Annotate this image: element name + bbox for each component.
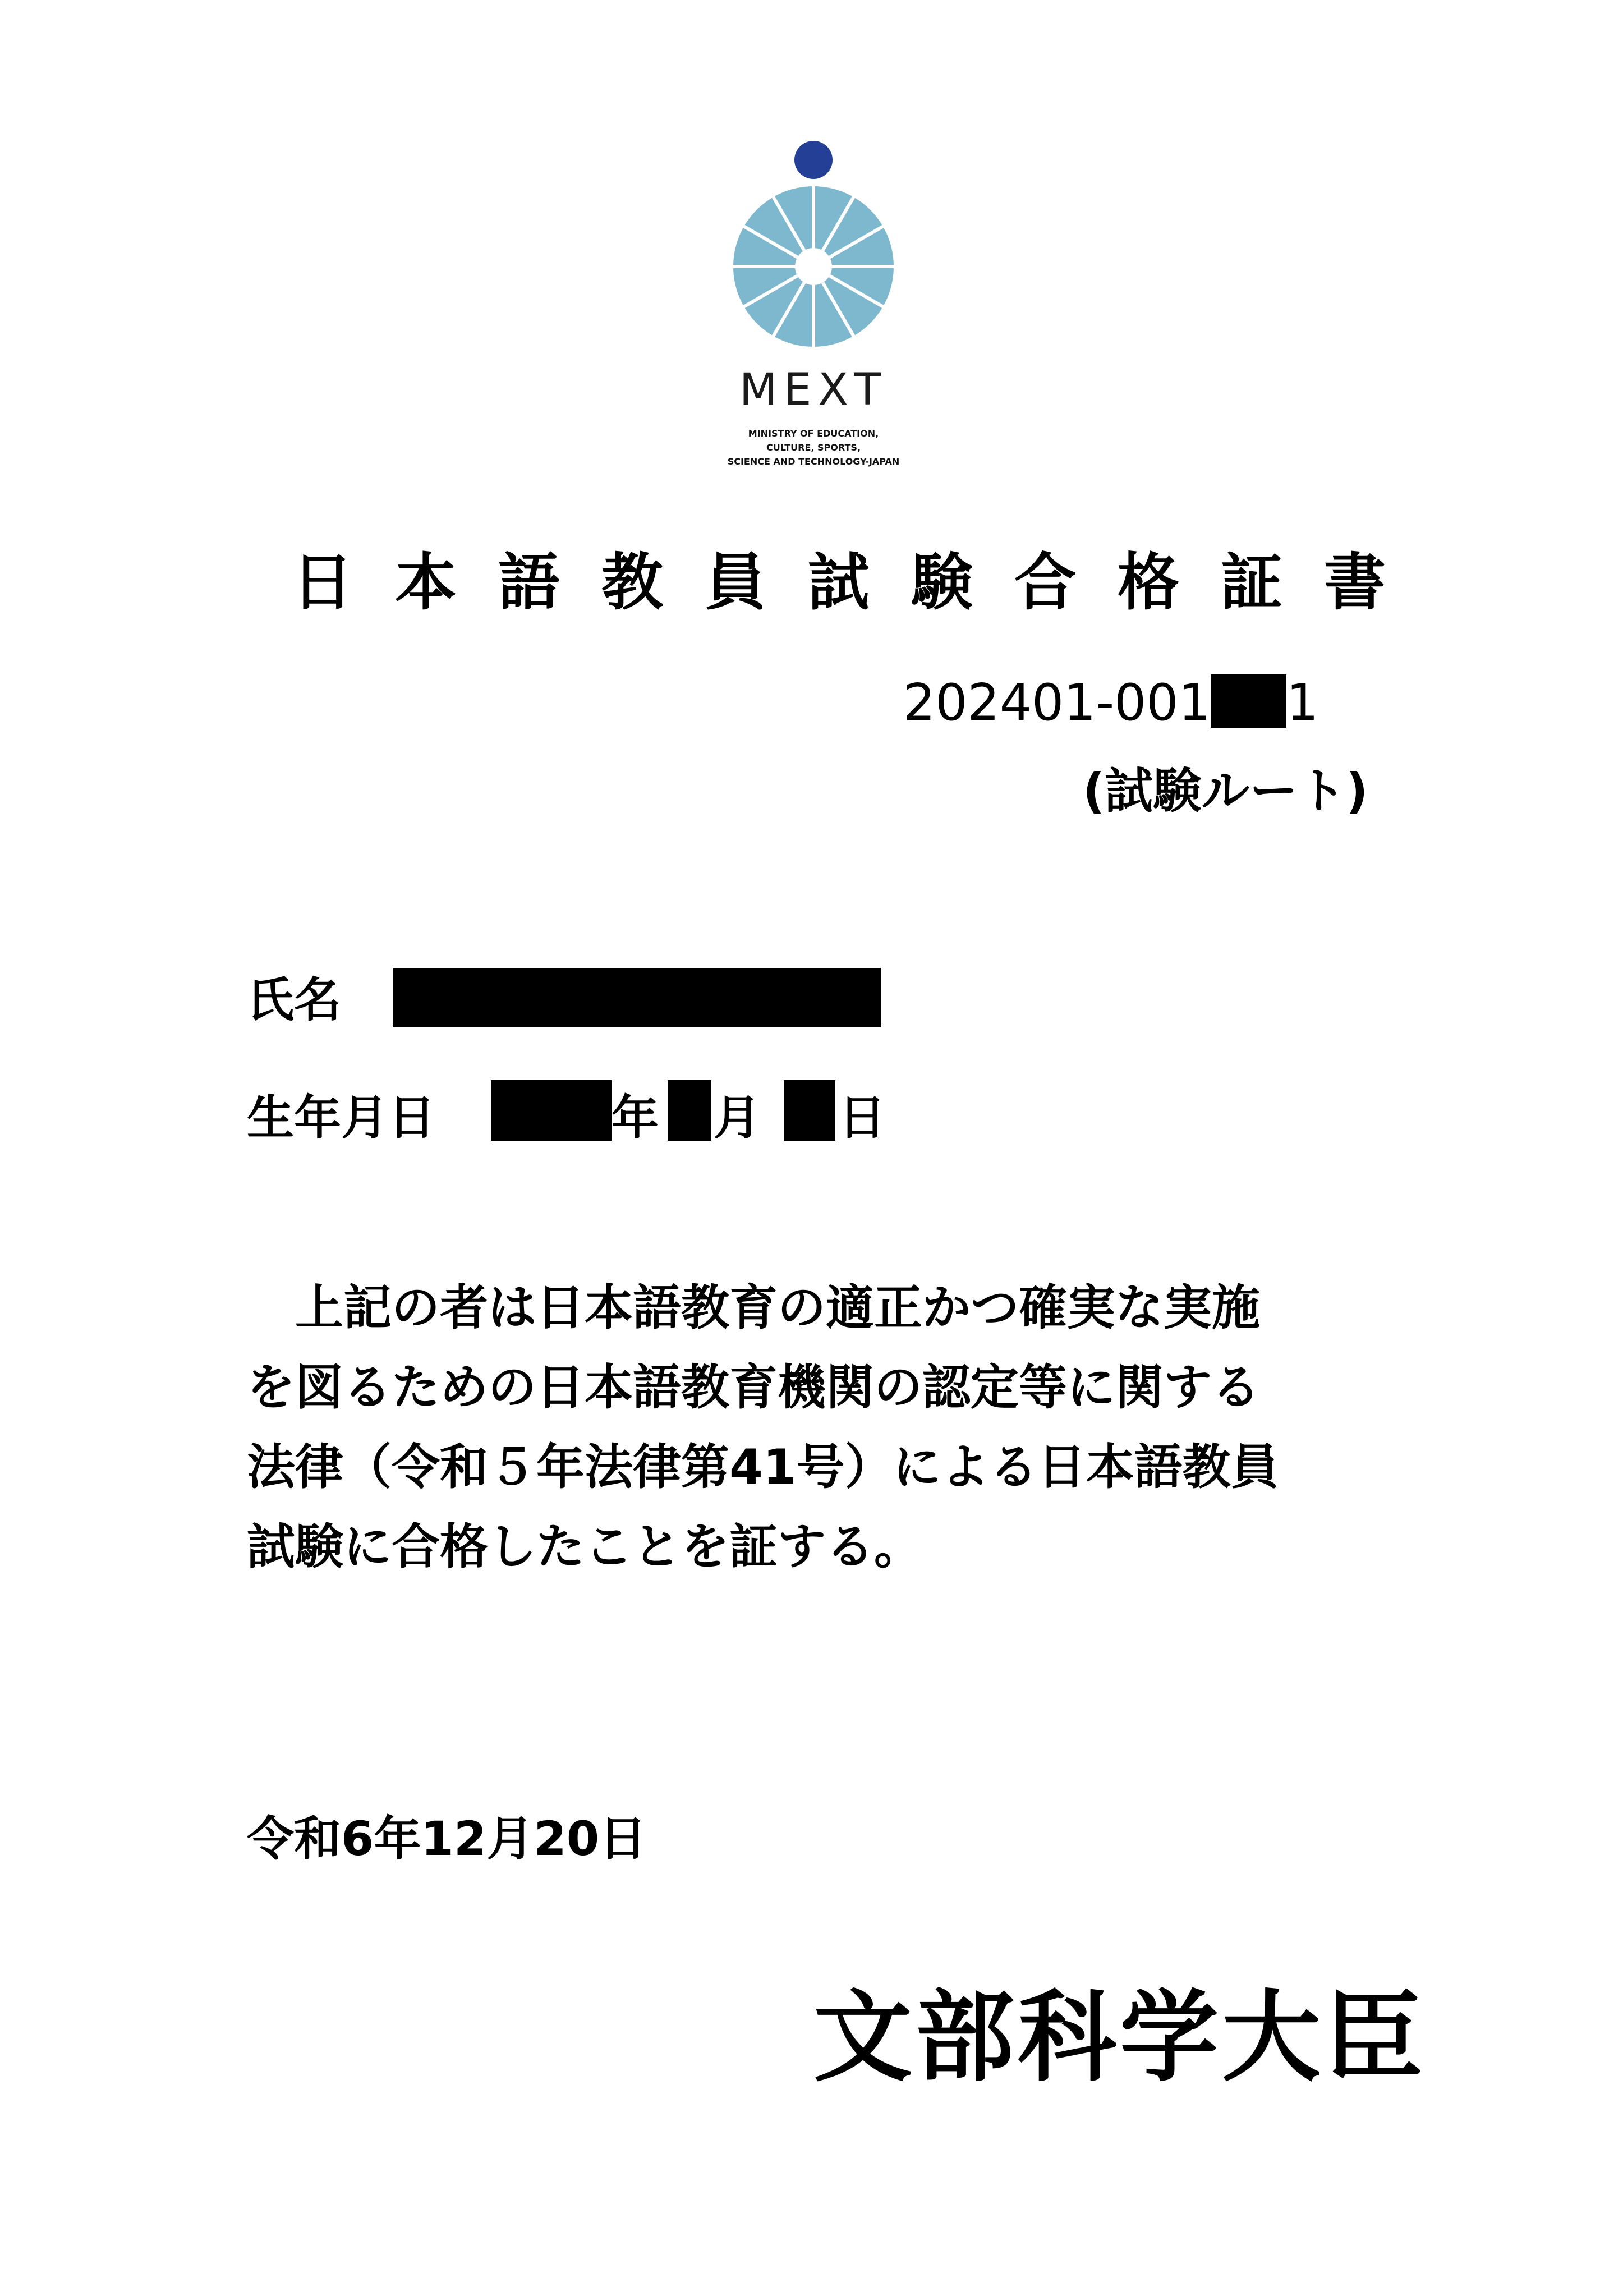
dob-day-redaction-box: [784, 1080, 835, 1141]
emblem-center-hole: [795, 248, 832, 285]
name-label: 氏名: [247, 972, 342, 1027]
dob-year-unit: 年: [612, 1090, 659, 1145]
body-line: 上記の者は日本語教育の適正かつ確実な実施: [247, 1280, 1260, 1336]
name-redaction-box: [393, 968, 881, 1027]
emblem-disc: [732, 185, 895, 348]
body-line: を図るための日本語教育機関の認定等に関する: [247, 1360, 1260, 1416]
redaction-box: [1211, 674, 1286, 728]
body-line: 法律（令和５年法律第41号）による日本語教員: [247, 1439, 1279, 1495]
exam-route: (試験ルート): [1083, 763, 1368, 819]
emblem-top-dot: [794, 141, 833, 179]
dob-label: 生年月日: [247, 1090, 436, 1145]
certificate-number-prefix: 202401-001: [903, 673, 1211, 732]
mext-emblem-icon: [729, 140, 898, 359]
logo-wordmark: MEXT: [739, 365, 888, 415]
dob-day-unit: 日: [839, 1090, 886, 1145]
certificate-number-suffix: 1: [1286, 673, 1319, 732]
logo-subtitle-line: MINISTRY OF EDUCATION,: [748, 428, 879, 439]
logo-subtitle-line: CULTURE, SPORTS,: [766, 442, 861, 453]
dob-month-unit: 月: [714, 1090, 761, 1145]
certificate-number: [903, 673, 1352, 732]
logo-subtitle: [645, 426, 982, 469]
dob-year-redaction-box: [491, 1080, 612, 1141]
body-line: 試験に合格したことを証する。: [247, 1519, 922, 1575]
logo-subtitle-line: SCIENCE AND TECHNOLOGY-JAPAN: [727, 456, 900, 467]
dob-month-redaction-box: [668, 1080, 711, 1141]
certificate-body: [247, 1268, 1414, 1587]
certificate-title: 日本語教員試験合格証書: [292, 546, 1427, 618]
issuer-title: 文部科学大臣: [813, 1979, 1427, 2095]
issue-date: 令和6年12月20日: [247, 1811, 647, 1866]
